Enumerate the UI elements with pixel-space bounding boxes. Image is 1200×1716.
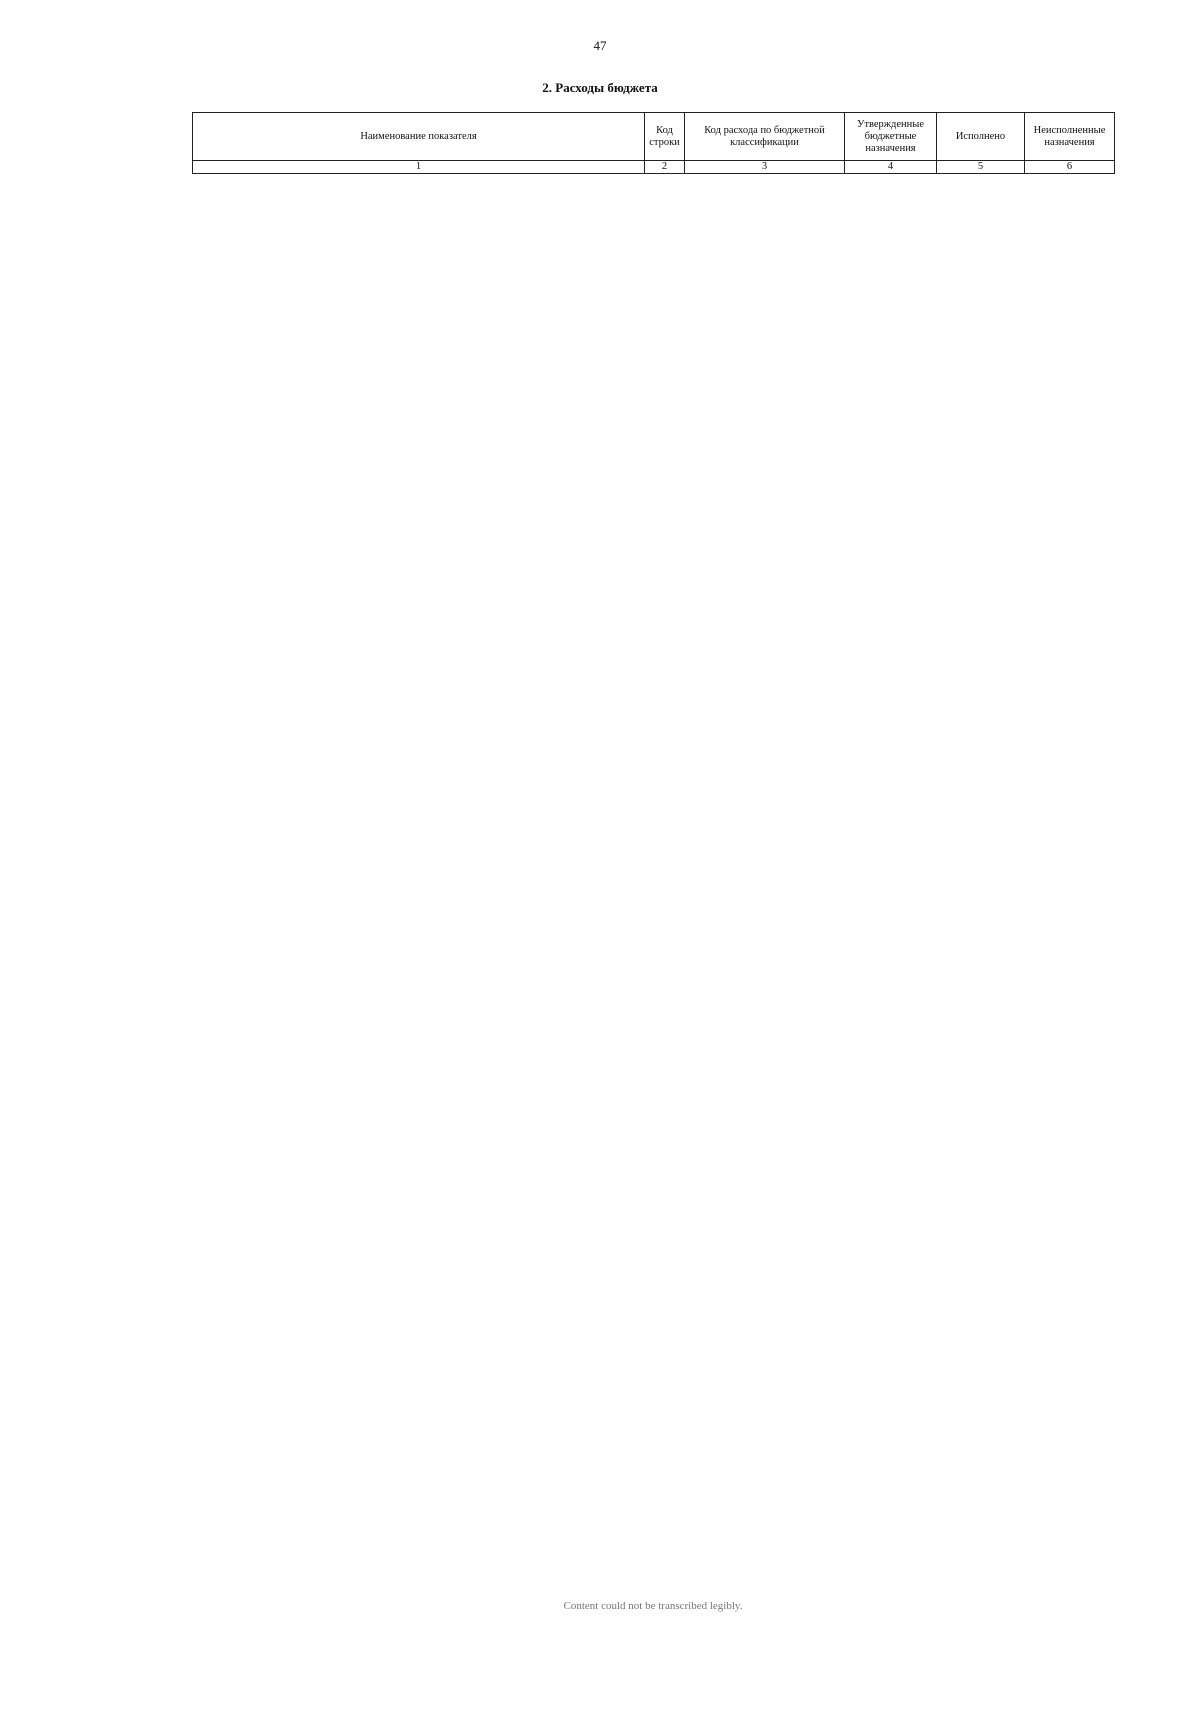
table-header-number-row xyxy=(193,161,1115,174)
header-number-1: 1 xyxy=(193,161,645,174)
header-name: Наименование показателя xyxy=(193,113,645,161)
budget-expenses-table xyxy=(192,112,1115,174)
header-number-3: 3 xyxy=(685,161,845,174)
header-number-2: 2 xyxy=(645,161,685,174)
page-number: 47 xyxy=(593,38,607,53)
header-number-6: 6 xyxy=(1025,161,1115,174)
budget-table-container xyxy=(192,112,1114,1584)
table-header-row xyxy=(193,113,1115,161)
header-approved: Утвержденные бюджетные назначения xyxy=(845,113,937,161)
header-unexecuted: Неисполненные назначения xyxy=(1025,113,1115,161)
header-line-code: Код строки xyxy=(645,113,685,161)
placeholder-note: Content could not be transcribed legibly. xyxy=(563,1600,743,1612)
header-number-5: 5 xyxy=(937,161,1025,174)
header-classification-code: Код расхода по бюджетной классификации xyxy=(685,113,845,161)
section-title: 2. Расходы бюджета xyxy=(542,80,658,95)
header-executed: Исполнено xyxy=(937,113,1025,161)
header-number-4: 4 xyxy=(845,161,937,174)
